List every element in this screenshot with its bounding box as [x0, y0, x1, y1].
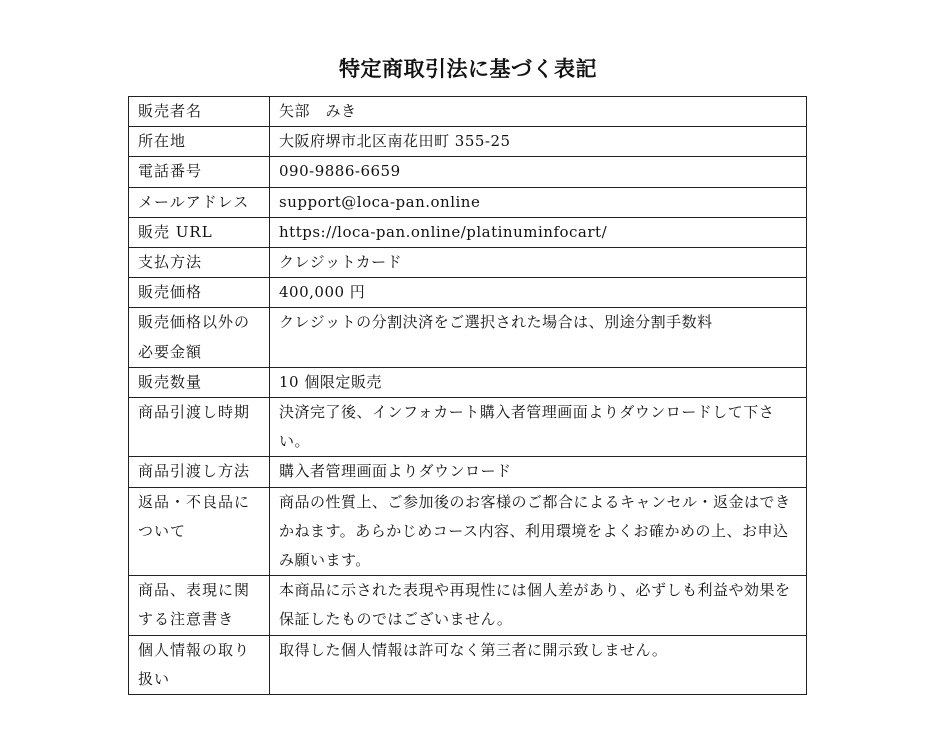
- commerce-disclosure-table: [128, 96, 807, 695]
- row-label-extra-fees: 販売価格以外の必要金額: [129, 308, 270, 367]
- row-label-delivery-method: 商品引渡し方法: [129, 457, 270, 487]
- table-row: [129, 278, 807, 308]
- table-row: [129, 217, 807, 247]
- table-row: [129, 367, 807, 397]
- row-value-url: https://loca-pan.online/platinuminfocart/: [270, 217, 807, 247]
- row-value-phone: 090-9886-6659: [270, 157, 807, 187]
- row-label-seller: 販売者名: [129, 97, 270, 127]
- row-value-delivery-method: 購入者管理画面よりダウンロード: [270, 457, 807, 487]
- row-label-address: 所在地: [129, 127, 270, 157]
- row-value-returns: 商品の性質上、ご参加後のお客様のご都合によるキャンセル・返金はできかねます。あらかじめコース内容、利用環境をよくお確かめの上、お申込み願います。: [270, 487, 807, 576]
- row-value-price: 400,000 円: [270, 278, 807, 308]
- row-label-url: 販売 URL: [129, 217, 270, 247]
- row-label-email: メールアドレス: [129, 187, 270, 217]
- row-label-price: 販売価格: [129, 278, 270, 308]
- table-row: [129, 635, 807, 694]
- table-row: [129, 97, 807, 127]
- table-row: [129, 398, 807, 457]
- row-label-delivery-time: 商品引渡し時期: [129, 398, 270, 457]
- row-label-phone: 電話番号: [129, 157, 270, 187]
- table-row: [129, 248, 807, 278]
- row-value-privacy: 取得した個人情報は許可なく第三者に開示致しません。: [270, 635, 807, 694]
- row-value-disclaimer: 本商品に示された表現や再現性には個人差があり、必ずしも利益や効果を保証したものではございません。: [270, 576, 807, 635]
- table-row: [129, 308, 807, 367]
- row-label-payment: 支払方法: [129, 248, 270, 278]
- row-value-seller: 矢部 みき: [270, 97, 807, 127]
- table-row: [129, 457, 807, 487]
- table-row: [129, 487, 807, 576]
- row-value-delivery-time: 決済完了後、インフォカート購入者管理画面よりダウンロードして下さい。: [270, 398, 807, 457]
- table-row: [129, 187, 807, 217]
- table-row: [129, 127, 807, 157]
- row-label-returns: 返品・不良品について: [129, 487, 270, 576]
- table-row: [129, 157, 807, 187]
- page-title: 特定商取引法に基づく表記: [339, 57, 597, 81]
- row-label-privacy: 個人情報の取り扱い: [129, 635, 270, 694]
- row-label-quantity: 販売数量: [129, 367, 270, 397]
- row-value-payment: クレジットカード: [270, 248, 807, 278]
- table-row: [129, 576, 807, 635]
- row-value-quantity: 10 個限定販売: [270, 367, 807, 397]
- row-value-extra-fees: クレジットの分割決済をご選択された場合は、別途分割手数料: [270, 308, 807, 367]
- row-label-disclaimer: 商品、表現に関する注意書き: [129, 576, 270, 635]
- row-value-address: 大阪府堺市北区南花田町 355-25: [270, 127, 807, 157]
- row-value-email: support@loca-pan.online: [270, 187, 807, 217]
